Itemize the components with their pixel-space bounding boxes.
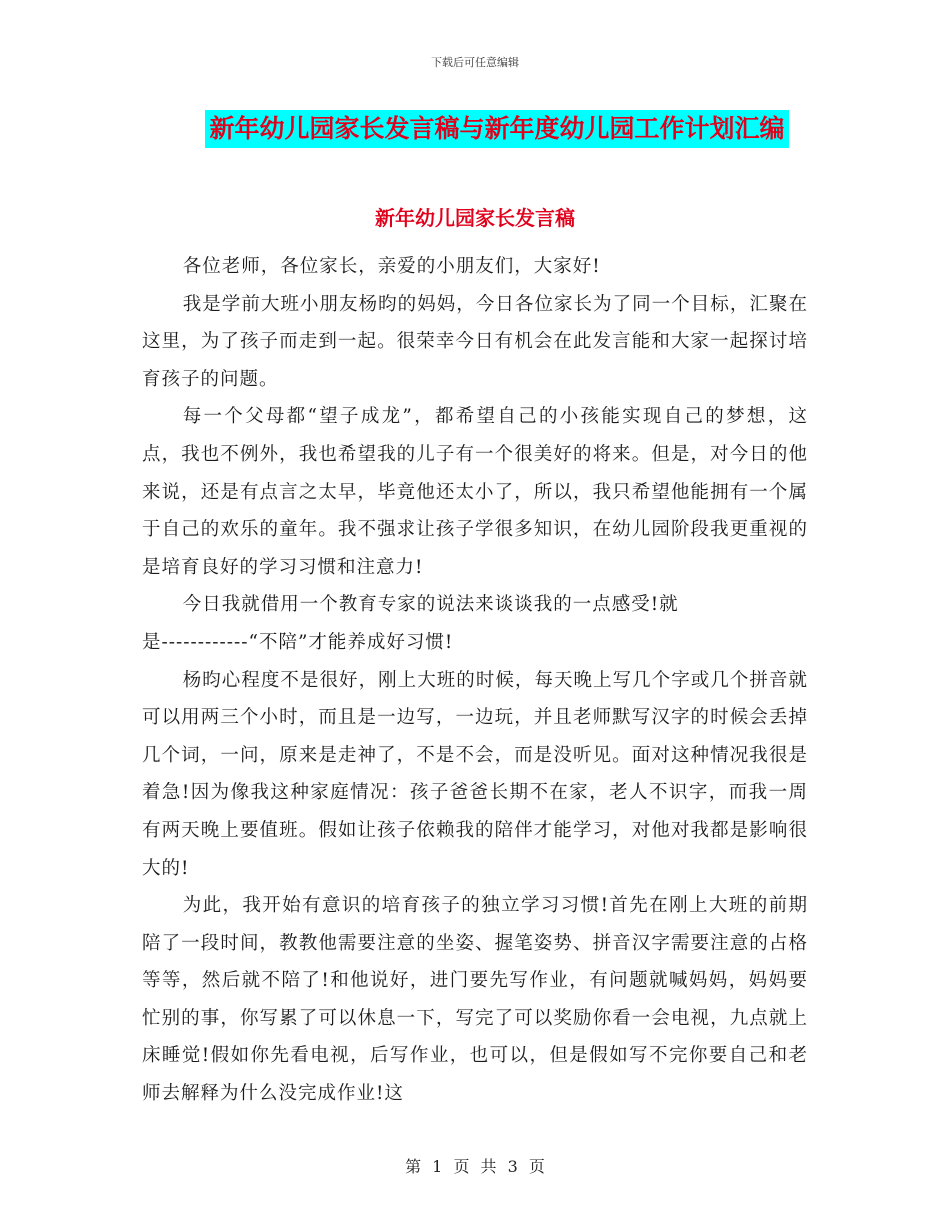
document-title-container bbox=[0, 110, 950, 148]
paragraph-topic-continued: 是------------“不陪”才能养成好习惯! bbox=[142, 631, 454, 653]
document-title: 新年幼儿园家长发言稿与新年度幼儿园工作计划汇编 bbox=[205, 110, 788, 148]
page-number-footer: 第 1 页 共 3 页 bbox=[405, 1157, 545, 1176]
paragraph-situation: 杨昀心程度不是很好，刚上大班的时候，每天晚上写几个字或几个拼音就可以用两三个小时，而且是一边写，一边玩，并且老师默写汉字的时候会丢掉几个词，一问，原来是走神了，不是不会，而是没听见。面对这种情况我很是着急!因为像我这种家庭情况：孩子爸爸长期不在家，老人不识字，而我一周有两天晚上要值班。假如让孩子依赖我的陪伴才能学习，对他对我都是影响很大的! bbox=[142, 669, 808, 879]
paragraph-topic: 今日我就借用一个教育专家的说法来谈谈我的一点感受!就 bbox=[182, 594, 679, 616]
section-title: 新年幼儿园家长发言稿 bbox=[375, 206, 575, 230]
page-header-note: 下载后可任意编辑 bbox=[431, 56, 519, 69]
paragraph-hopes: 每一个父母都“望子成龙”，都希望自己的小孩能实现自己的梦想，这点，我也不例外，我也希望我的儿子有一个很美好的将来。但是，对今日的他来说，还是有点言之太早，毕竟他还太小了，所以，我只希望他能拥有一个属于自己的欢乐的童年。我不强求让孩子学很多知识，在幼儿园阶段我更重视的是培育良好的学习习惯和注意力! bbox=[142, 406, 808, 578]
paragraph-introduction: 我是学前大班小朋友杨昀的妈妈，今日各位家长为了同一个目标，汇聚在这里，为了孩子而走到一起。很荣幸今日有机会在此发言能和大家一起探讨培育孩子的问题。 bbox=[142, 293, 808, 390]
document-body bbox=[142, 248, 808, 1113]
paragraph-approach: 为此，我开始有意识的培育孩子的独立学习习惯!首先在刚上大班的前期陪了一段时间，教教他需要注意的坐姿、握笔姿势、拼音汉字需要注意的占格等等，然后就不陪了!和他说好，进门要先写作业，有问题就喊妈妈，妈妈要忙别的事，你写累了可以休息一下，写完了可以奖励你看一会电视，九点就上床睡觉!假如你先看电视，后写作业，也可以，但是假如写不完你要自己和老师去解释为什么没完成作业!这 bbox=[142, 895, 808, 1105]
paragraph-greeting: 各位老师，各位家长，亲爱的小朋友们，大家好! bbox=[182, 256, 601, 277]
